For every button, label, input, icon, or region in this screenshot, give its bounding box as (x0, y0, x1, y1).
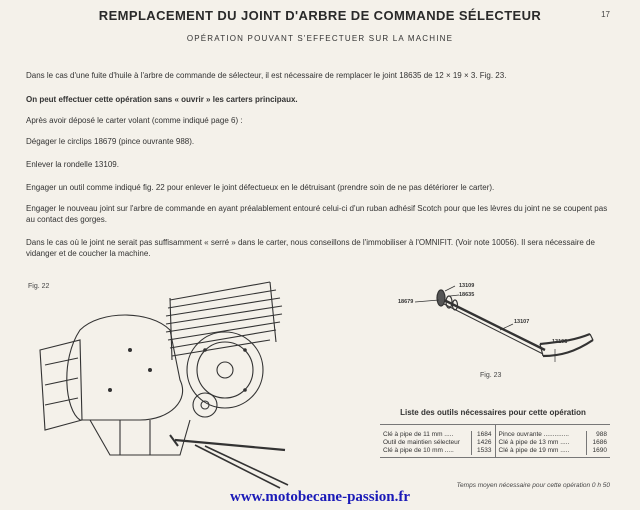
tool-row (383, 439, 492, 447)
page-title: REMPLACEMENT DU JOINT D'ARBRE DE COMMANDE SÉLECTEUR (98, 8, 542, 23)
page-number: 17 (601, 10, 610, 19)
tools-column-left (380, 425, 496, 457)
part-label-13109: 13109 (459, 283, 475, 289)
paragraph-8 (26, 237, 616, 259)
fig23-label: Fig. 23 (480, 372, 502, 379)
tool-code: 1426 (471, 439, 492, 447)
tool-name: Clé à pipe de 19 mm ..... (498, 447, 570, 454)
tool-name: Clé à pipe de 11 mm ..... (383, 431, 454, 438)
cylinder-fins (166, 282, 282, 360)
page-subtitle: OPÉRATION POUVANT S'EFFECTUER SUR LA MACHINE (186, 34, 454, 43)
paragraph-7 (26, 203, 616, 225)
tools-column-right (496, 425, 611, 457)
website-watermark: www.motobecane-passion.fr (230, 489, 410, 505)
tool-code: 1684 (471, 431, 492, 439)
tool-name: Clé à pipe de 13 mm ..... (498, 439, 570, 446)
shaft-drawing-fig23 (395, 282, 615, 372)
tool-row (383, 431, 492, 439)
intro-paragraph: Dans le cas d'une fuite d'huile à l'arbre de commande de sélecteur, il est nécessaire de remplacer le joint 18635 de 12 × 19 × 3. Fig. 23. (26, 71, 507, 80)
paragraph-1 (26, 70, 616, 81)
time-required-note: Temps moyen nécessaire pour cette opération 0 h 50 (456, 482, 610, 489)
paragraph-3 (26, 115, 616, 126)
tool-code: 1533 (471, 447, 492, 455)
step-paragraph: Dégager le circlips 18679 (pince ouvrante 988). (26, 137, 195, 146)
part-label-18679: 18679 (398, 299, 414, 305)
paragraph-6 (26, 182, 616, 193)
warning-paragraph: On peut effectuer cette opération sans « ouvrir » les carters principaux. (26, 95, 298, 104)
tool-name: Clé à pipe de 10 mm ..... (383, 447, 454, 454)
tool-row (499, 431, 608, 439)
tools-title: Liste des outils nécessaires pour cette opération (400, 408, 586, 417)
tool-row (383, 447, 492, 455)
step-paragraph: Enlever la rondelle 13109. (26, 160, 119, 169)
tool-code: 1690 (586, 447, 607, 455)
tool-row (499, 447, 608, 455)
tools-table (380, 424, 610, 458)
step-paragraph: Engager le nouveau joint sur l'arbre de commande en ayant préalablement entouré celui-ci d'un ruban adhésif Scotch pour que les lèvres du joint ne se coupent pas au contact des gorges. (26, 204, 608, 224)
note-paragraph: Dans le cas où le joint ne serait pas suffisamment « serré » dans le carter, nous conseillons de l'immobiliser à l'OMNIFIT. (Voir note 10056). Il sera nécessaire de vidanger et de coucher la machine. (26, 238, 595, 258)
paragraph-5 (26, 159, 616, 170)
paragraph-2 (26, 94, 616, 105)
step-paragraph: Engager un outil comme indiqué fig. 22 pour enlever le joint défectueux en le détruisant (prendre soin de ne pas détériorer le carter). (26, 183, 495, 192)
part-label-18635: 18635 (459, 292, 475, 298)
tool-name: Outil de maintien sélecteur (383, 439, 460, 446)
tool-code: 988 (586, 431, 607, 439)
paragraph-4 (26, 136, 616, 147)
engine-drawing-fig22 (20, 270, 330, 490)
part-label-13108: 13108 (552, 339, 568, 345)
tool-code: 1686 (586, 439, 607, 447)
step-paragraph: Après avoir déposé le carter volant (comme indiqué page 6) : (26, 116, 243, 125)
tool-name: Pince ouvrante .............. (498, 431, 569, 438)
fig22-label: Fig. 22 (28, 283, 50, 290)
part-label-13107: 13107 (514, 319, 530, 325)
tool-row (499, 439, 608, 447)
